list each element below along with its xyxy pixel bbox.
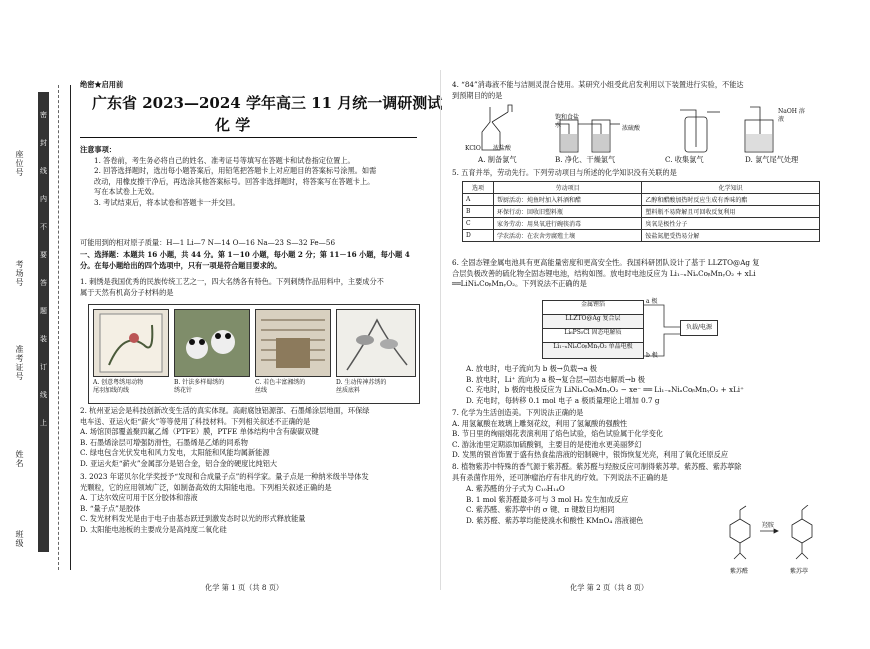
question-6	[452, 258, 832, 290]
q1-option-c: C. 若色丰富湘绣的 丝线	[255, 379, 306, 394]
q5-header: 化学知识	[642, 182, 820, 194]
label-b-pole: b 极	[646, 352, 658, 359]
q4-option-b: B. 净化、干燥氯气	[555, 155, 616, 164]
q6-options	[466, 364, 826, 406]
seal-char: 答	[40, 279, 47, 287]
q4-option-d: D. 氯气尾气处理	[745, 155, 799, 164]
seal-char: 密	[40, 111, 47, 119]
label-perilla-oxime: 紫苏葶	[790, 568, 809, 575]
q1-option-b: B. 针法多样蜀绣的 绣花针	[174, 379, 225, 394]
section-line: 分。在每小题给出的四个选项中，只有一项是符合题目要求的。	[80, 260, 282, 270]
seal-char: 订	[40, 363, 47, 371]
seal-char: 题	[40, 307, 47, 315]
q8-option: A. 紫苏醛的分子式为 C₁₀H₁₄O	[466, 484, 565, 493]
q1-stem: 1. 刺绣是我国优秀的民族传统工艺之一，四大名绣各有特色。下列刺绣作品用料中，主要成分不	[80, 277, 384, 286]
label-naoh: NaOH 溶液	[778, 108, 805, 123]
question-3	[80, 472, 425, 535]
label-a-pole: a 极	[646, 298, 658, 305]
seal-strip	[38, 92, 49, 552]
q1-stem: 属于天然有机高分子材料的是	[80, 287, 174, 297]
seal-char: 线	[40, 167, 47, 175]
q8-option: D. 紫苏醛、紫苏葶均能使溴水和酸性 KMnO₄ 溶液褪色	[466, 515, 644, 525]
q8-options	[466, 484, 706, 526]
q4-stem: 4. “84”消毒液不能与洁厕灵混合使用。某研究小组受此启发利用以下装置进行实验，不能达	[452, 80, 744, 89]
question-8	[452, 462, 837, 483]
load-source-box: 负载/电源	[680, 320, 718, 336]
embroidery-d-image	[336, 309, 416, 377]
q8-option: C. 紫苏醛、紫苏葶中的 σ 键、π 键数目均相同	[466, 505, 615, 514]
seal-char: 内	[40, 195, 47, 203]
q6-line: 6. 全固态锂金属电池具有更高能量密度和更高安全性。我国科研团队设计了基于 LLZTO@Ag 复	[452, 258, 760, 267]
question-1	[80, 277, 425, 298]
question-7	[452, 408, 837, 461]
q7-option: A. 用氢氟酸在玻璃上雕刻花纹，利用了氢氟酸的强酸性	[452, 418, 628, 428]
q3-line: 光颗粒，它的应用领域广泛，如制备高效的太阳能电池。下列相关叙述正确的是	[80, 482, 332, 492]
secret-label: 绝密★启用前	[80, 80, 124, 89]
exam-room-label: 考场号	[15, 260, 24, 287]
note-line: 写在本试卷上无效。	[94, 187, 159, 196]
q1-option-d: D. 生动传神苏绣的 丝质底料	[336, 379, 387, 394]
class-label: 班级	[15, 530, 24, 548]
q4-option-a: A. 制备氯气	[478, 155, 517, 164]
q6-option: C. 充电时，b 极的电极反应为 LiNiₐCoᵦMnᵧO₂ − xe⁻ ══ Li₁₋ₓNiₐCoᵦMnᵧO₂ + xLi⁺	[466, 385, 744, 394]
q7-line: 7. 化学为生活创造美。下列说法正确的是	[452, 408, 584, 417]
q6-option: B. 放电时，Li⁺ 流向为 a 极→复合层→固态电解质→b 极	[466, 374, 645, 384]
notes	[80, 145, 420, 208]
seat-number-label: 座位号	[15, 150, 24, 177]
q7-option: C. 游泳池里定期添加硫酸铜，主要目的是使池水更美丽梦幻	[452, 439, 642, 449]
q5-stem: 5. 五育并举，劳动先行。下列劳动项目与所述的化学知识没有关联的是	[452, 168, 677, 177]
q1-option-a: A. 创意粤绣用动物 尾羽加线的线	[93, 379, 144, 394]
q8-line: 8. 植物紫苏中特殊的香气源于紫苏醛。紫苏醛与羟胺反应可制得紫苏葶。紫苏醛、紫苏葶除	[452, 462, 742, 471]
q6-line: 合层负极改善的硫化物全固态锂电池，结构如图。放电时电池反应为 Li₁₋ₓNiₐCoᵦMnᵧO₂ + xLi	[452, 268, 756, 278]
q4-option-c: C. 收集氯气	[665, 155, 704, 164]
q2-option: A. 场馆顶部覆盖聚四氟乙烯（PTFE）膜，PTFE 单体结构中含有碳碳双键	[80, 427, 319, 436]
exam-title: 广东省 2023—2024 学年高三 11 月统一调研测试	[92, 94, 443, 112]
q7-option: B. 节日里的绚丽烟花表演利用了焰色试验，焰色试验属于化学变化	[452, 429, 664, 438]
note-line: 改动，用橡皮擦干净后，再选涂其他答案标号。回答非选择题时，将答案写在答题卡上。	[94, 176, 375, 186]
q3-option: D. 太阳能电池板的主要成分是高纯度二氧化硅	[80, 524, 227, 534]
q2-option: B. 石墨烯涂层可增强防滑性，石墨烯是乙烯的同系物	[80, 437, 248, 447]
q8-molecule-diagram	[710, 505, 830, 580]
seal-char: 装	[40, 335, 47, 343]
q6-wires	[644, 302, 684, 362]
footer-page-1: 化学 第 1 页（共 8 页）	[205, 583, 284, 592]
footer-page-2: 化学 第 2 页（共 8 页）	[570, 583, 649, 592]
atomic-masses: 可能用到的相对原子质量：H—1 Li—7 N—14 O—16 Na—23 S—32 Fe—56	[80, 238, 336, 247]
q6-option: A. 放电时，电子流向为 b 极→负载→a 极	[466, 364, 597, 373]
label-perillaldehyde: 紫苏醛	[730, 568, 749, 575]
q8-line: 具有杀菌作用外，还可肿瘤治疗有非凡的疗效。下列说法不正确的是	[452, 472, 668, 482]
note-line: 2. 回答选择题时，选出每小题答案后，用铅笔把答题卡上对应题目的答案标号涂黑。如需	[94, 166, 377, 175]
label-hydroxylamine: 羟胺	[762, 522, 775, 529]
label-brine: 饱和食盐水	[555, 114, 580, 129]
seal-char: 上	[40, 419, 47, 427]
table-row: B 环保行动：回收旧塑料瓶 塑料瓶不易降解且可回收反复利用	[463, 206, 820, 218]
embroidery-a-image	[93, 309, 169, 377]
section-line: 一、选择题：本题共 16 小题，共 44 分。第 1－10 小题，每小题 2 分；第 11－16 小题，每小题 4	[80, 250, 410, 259]
name-label: 姓名	[15, 450, 24, 468]
label-conc-h2so4: 浓硫酸	[622, 125, 641, 132]
section-heading	[80, 250, 425, 271]
q2-option: D. 亚运火炬“薪火”金属部分是铝合金，铝合金的硬度比纯铝大	[80, 458, 278, 468]
seal-char: 线	[40, 391, 47, 399]
table-row: D 学农活动：在农舍旁腐殖土壤 铵盐氮肥受热易分解	[463, 230, 820, 242]
label-conc-hcl: 浓盐酸	[493, 145, 512, 152]
ticket-number-label: 准考证号	[15, 345, 24, 381]
seal-char: 不	[40, 223, 47, 231]
q4-stem: 到预期目的的是	[452, 90, 503, 100]
label-kclo: KClO	[465, 145, 481, 152]
table-row: A 帮厨活动：炖鱼时加入料酒和醋 乙醇和醋酸加热时反应生成有香味的酯	[463, 194, 820, 206]
subject-title: 化 学	[215, 116, 251, 134]
q5-header: 选项	[463, 182, 494, 194]
question-2	[80, 406, 425, 469]
embroidery-b-image	[174, 309, 250, 377]
seal-char: 封	[40, 139, 47, 147]
q3-option: C. 发光材料发光是由于电子由基态跃迁到激发态时以光的形式释放能量	[80, 514, 306, 523]
q3-option: B. “量子点”是胶体	[80, 503, 141, 513]
q3-option: A. 丁达尔效应可用于区分胶体和溶液	[80, 493, 198, 502]
question-4	[452, 80, 832, 101]
q6-line: ══LiNiₐCoᵦMnᵧO₂。下列说法不正确的是	[452, 279, 587, 288]
q1-image-frame	[88, 304, 420, 404]
q8-option: B. 1 mol 紫苏醛最多可与 3 mol H₂ 发生加成反应	[466, 494, 629, 504]
table-row: C 家务劳动：用臭氧进行碗筷消毒 臭氧是极性分子	[463, 218, 820, 230]
q2-option: C. 绿电包含光伏发电和风力发电，太阳能和风能均属新能源	[80, 448, 270, 457]
q2-line: 电车送、亚运火炬“薪火”等等使用了科技材料。下列相关叙述不正确的是	[80, 416, 311, 426]
q5-table	[462, 181, 820, 242]
note-line: 3. 考试结束后，将本试卷和答题卡一并交回。	[94, 197, 240, 207]
embroidery-c-image	[255, 309, 331, 377]
q7-option: D. 发黑的银首饰置于盛有热食盐溶液的铝制碗中，银饰恢复光亮，利用了氧化还原反应	[452, 450, 729, 459]
q2-line: 2. 杭州亚运会是科技创新改变生活的真实体现。高耐腐蚀铝源部、石墨烯涂层地面，环保绿	[80, 406, 370, 415]
note-line: 1. 答卷前，考生务必将自己的姓名、准考证号等填写在答题卡和试卷指定位置上。	[94, 155, 355, 165]
q6-battery-diagram: 金属锂箔 LLZTO@Ag 复合层 Li₆PS₅Cl 固态电解质 Li₁₋ₓNiₐCoᵦMnᵧO₂ 单晶电极	[542, 300, 644, 360]
q5-header: 劳动项目	[493, 182, 641, 194]
q6-option: D. 充电时，每转移 0.1 mol 电子 a 极质量理论上增加 0.7 g	[466, 395, 660, 405]
q3-line: 3. 2023 年诺贝尔化学奖授予“发现和合成量子点”的科学家。量子点是一种纳米级半导体发	[80, 472, 369, 481]
notes-heading: 注意事项：	[80, 145, 116, 154]
seal-char: 要	[40, 251, 47, 259]
